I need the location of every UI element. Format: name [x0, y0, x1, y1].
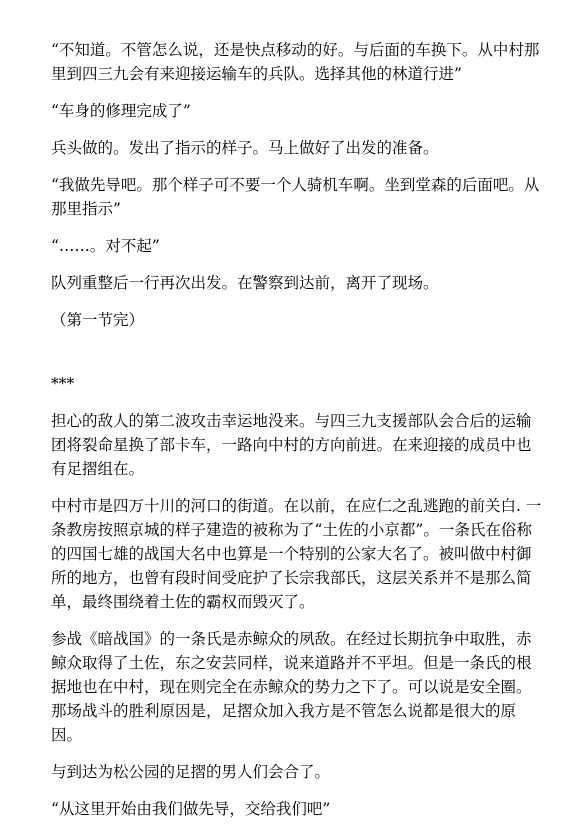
paragraph-dialogue-3: “我做先导吧。那个样子可不要一个人骑机车啊。坐到堂森的后面吧。从那里指示”	[51, 176, 540, 218]
paragraph-narration-5: 参战《暗战国》的一条氏是赤鲸众的夙敌。在经过长期抗争中取胜，赤鲸众取得了土佐，东之安芸同样，说来道路并不平坦。但是一条氏的根据地也在中村，现在则完全在赤鲸众的势力之下了。可以说是安全圈。那场战斗的胜利原因是，足摺众加入我方是不管怎么说都是很大的原因。	[51, 630, 532, 744]
paragraph-dialogue-4: “……。对不起”	[51, 237, 160, 255]
paragraph-narration-3: 担心的敌人的第二波攻击幸运地没来。与四三九支援部队会合后的运输团将裂命星换了部卡车，一路向中村的方向前进。在来迎接的成员中也有足摺组在。	[51, 412, 532, 478]
paragraph-narration-2: 队列重整后一行再次出发。在警察到达前，离开了现场。	[51, 274, 439, 292]
paragraph-narration-1: 兵头做的。发出了指示的样子。马上做好了出发的准备。	[51, 139, 439, 157]
section-end-note: （第一节完）	[51, 311, 145, 329]
paragraph-dialogue-5: “从这里开始由我们做先导，交给我们吧”	[51, 800, 331, 818]
section-separator: ***	[51, 375, 75, 393]
paragraph-dialogue-2: “车身的修理完成了”	[51, 102, 191, 120]
paragraph-dialogue-1: “不知道。不管怎么说，还是快点移动的好。与后面的车换下。从中村那里到四三九会有来迎接运输车的兵队。选择其他的林道行进”	[51, 41, 540, 83]
paragraph-narration-4: 中村市是四万十川的河口的街道。在以前，在应仁之乱逃跑的前关白. 一条教房按照京城的样子建造的被称为了“土佐的小京都”。一条氏在俗称的四国七雄的战国大名中也算是一个特别的公家大名了。被叫做中村御所的地方，也曾有段时间受庇护了长宗我部氏，这层关系并不是那么简单，最终围绕着土佐的霸权而毁灭了。	[51, 497, 542, 611]
paragraph-narration-6: 与到达为松公园的足摺的男人们会合了。	[51, 763, 331, 781]
